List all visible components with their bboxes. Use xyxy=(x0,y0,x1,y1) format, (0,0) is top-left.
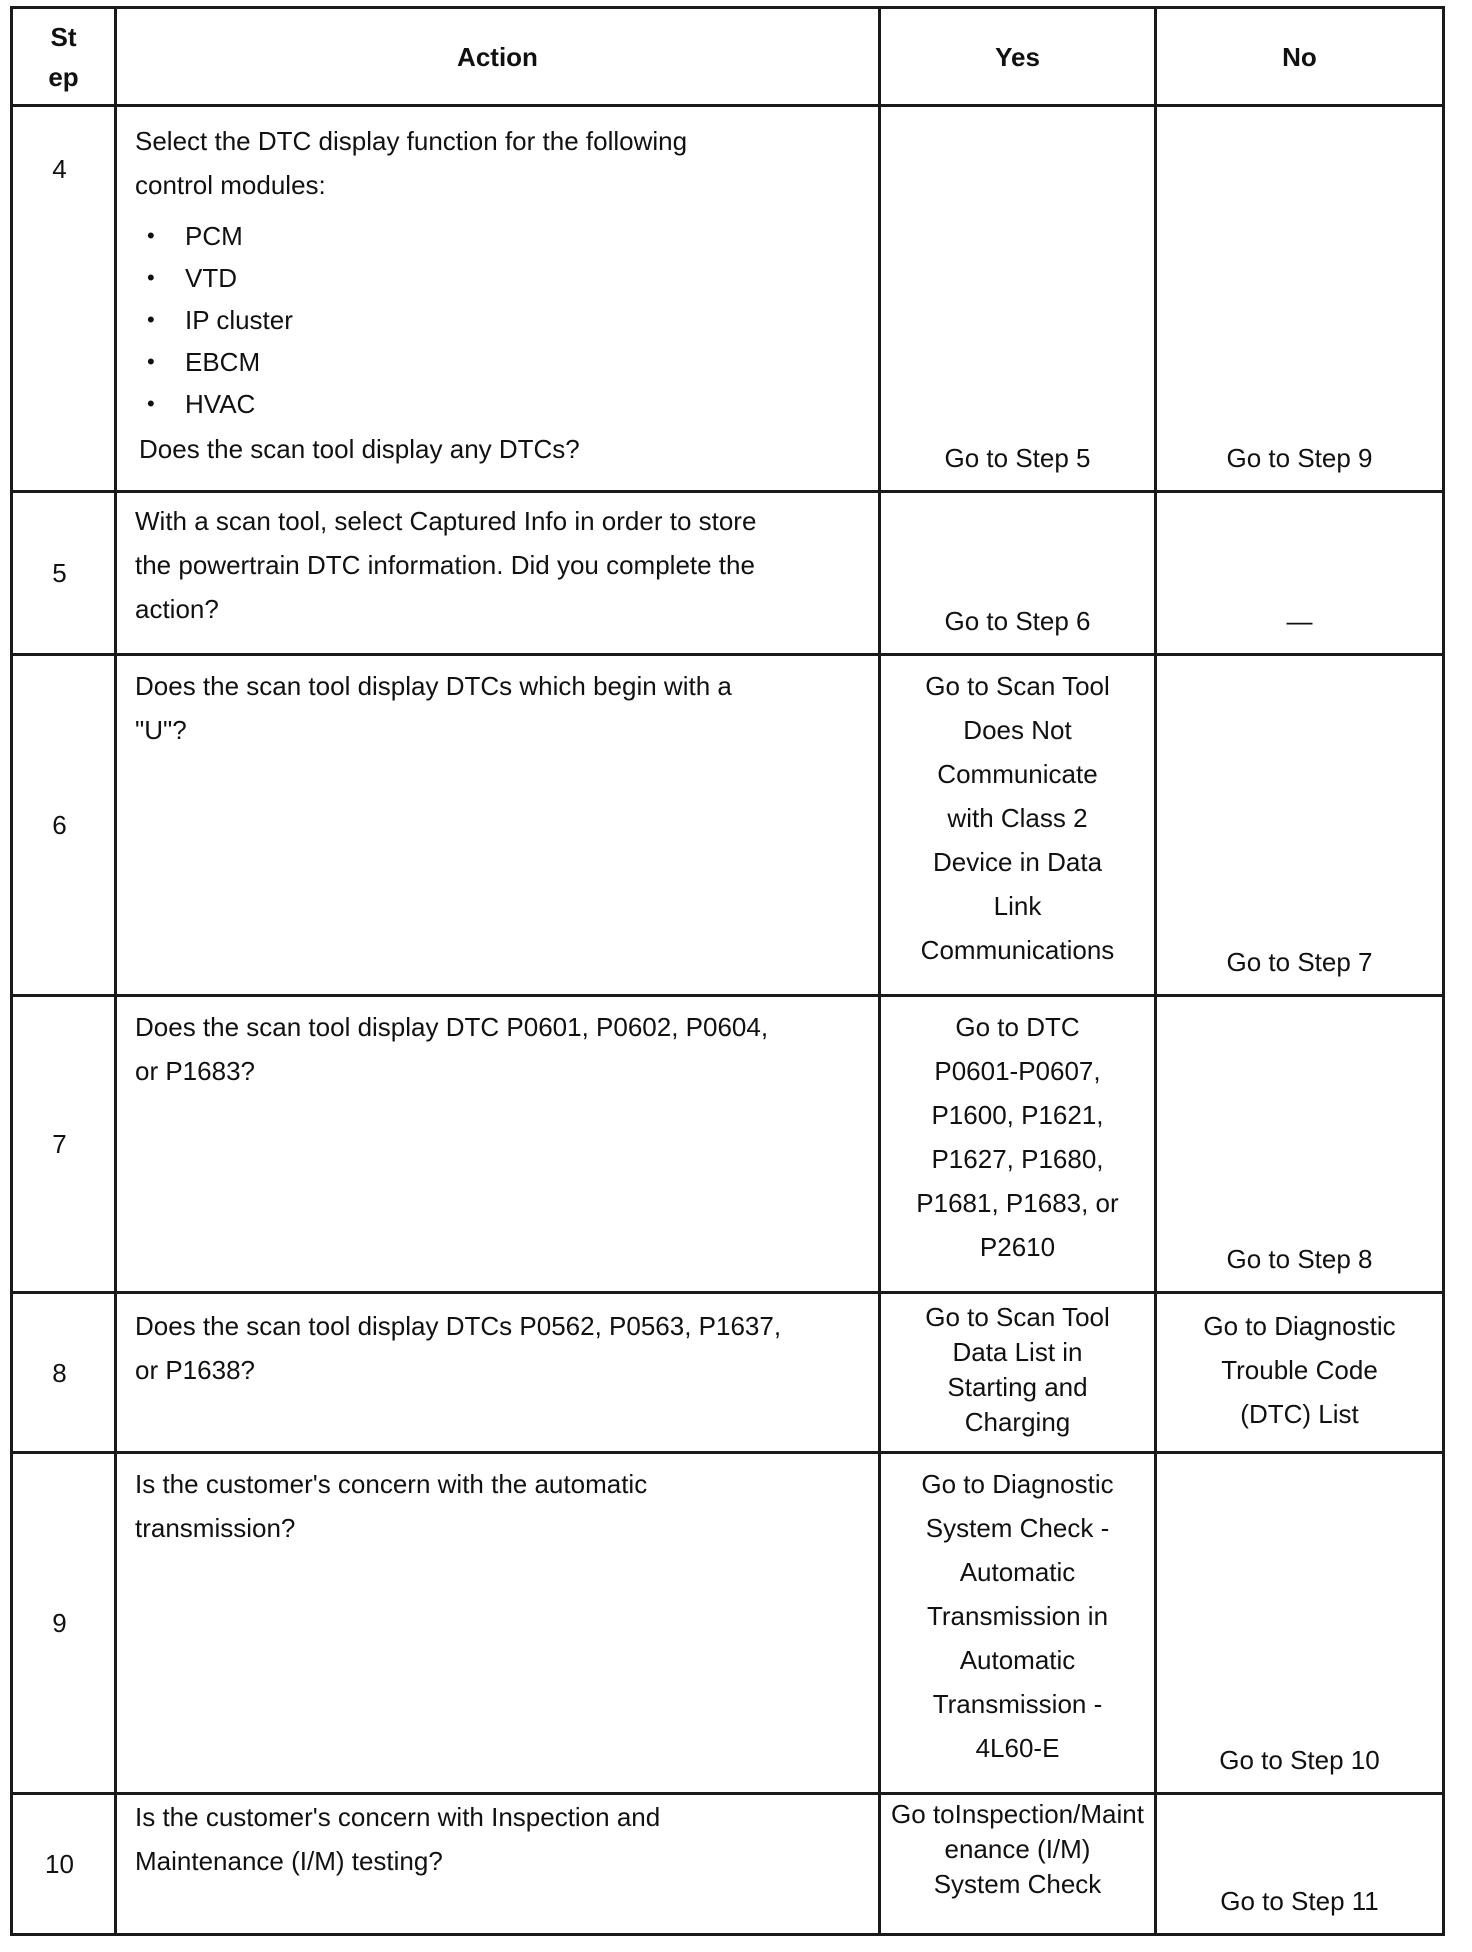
table-row-step-4 xyxy=(12,106,1444,492)
list-item: • HVAC xyxy=(135,383,866,425)
table-row-step-6 xyxy=(12,655,1444,996)
no-cell xyxy=(1156,996,1444,1293)
yes-line: P1681, P1683, or xyxy=(916,1188,1119,1218)
step-number: 6 xyxy=(12,655,116,996)
table-row-step-7 xyxy=(12,996,1444,1293)
yes-line: Link xyxy=(993,891,1042,921)
action-text: control modules: xyxy=(135,170,326,200)
action-text: With a scan tool, select Captured Info in order to store xyxy=(135,506,757,536)
yes-line: Transmission in xyxy=(926,1601,1109,1631)
action-cell xyxy=(116,655,880,996)
action-text: Does the scan tool display DTCs P0562, P0563, P1637, xyxy=(135,1311,782,1341)
action-text: action? xyxy=(135,594,219,624)
no-link[interactable]: Go to Step 8 xyxy=(1226,1244,1373,1274)
yes-line: Data List in xyxy=(952,1337,1083,1367)
step-number: 10 xyxy=(12,1794,116,1935)
no-dash: — xyxy=(1286,606,1313,636)
yes-line: System Check - xyxy=(925,1513,1110,1543)
action-text: Is the customer's concern with Inspection and xyxy=(135,1802,661,1832)
yes-line: Communications xyxy=(920,935,1115,965)
no-cell xyxy=(1156,492,1444,655)
no-cell xyxy=(1156,1794,1444,1935)
list-item: • VTD xyxy=(135,257,866,299)
action-cell xyxy=(116,492,880,655)
action-text: Is the customer's concern with the automatic xyxy=(135,1469,648,1499)
step-header-line-2: ep xyxy=(48,61,79,92)
action-question: Does the scan tool display any DTCs? xyxy=(139,434,580,464)
no-column-header: No xyxy=(1156,8,1444,106)
table-header-row xyxy=(12,8,1444,106)
yes-link[interactable] xyxy=(881,664,1154,972)
yes-line: 4L60-E xyxy=(975,1733,1060,1763)
no-line: (DTC) List xyxy=(1240,1399,1359,1429)
step-number: 5 xyxy=(12,492,116,655)
yes-column-header: Yes xyxy=(880,8,1156,106)
action-text: the powertrain DTC information. Did you complete the xyxy=(135,550,755,580)
yes-cell xyxy=(880,996,1156,1293)
table-row-step-10 xyxy=(12,1794,1444,1935)
yes-line: System Check xyxy=(933,1869,1102,1899)
yes-cell xyxy=(880,1453,1156,1794)
list-item: • IP cluster xyxy=(135,299,866,341)
table-row-step-9 xyxy=(12,1453,1444,1794)
no-line: Trouble Code xyxy=(1221,1355,1378,1385)
action-text: Maintenance (I/M) testing? xyxy=(135,1846,443,1876)
yes-cell xyxy=(880,655,1156,996)
yes-line: Transmission - xyxy=(932,1689,1103,1719)
no-cell xyxy=(1156,106,1444,492)
step-number: 8 xyxy=(12,1293,116,1453)
yes-link[interactable]: Go to Step 5 xyxy=(944,443,1091,473)
yes-line: enance (I/M) xyxy=(944,1834,1091,1864)
yes-link[interactable] xyxy=(881,1462,1154,1770)
no-line: Go to Diagnostic xyxy=(1203,1311,1396,1341)
yes-link[interactable] xyxy=(881,1005,1154,1269)
no-link[interactable] xyxy=(1157,1304,1442,1436)
yes-line: Device in Data xyxy=(932,847,1103,877)
yes-line: Go to Diagnostic xyxy=(921,1469,1114,1499)
yes-line: P1600, P1621, xyxy=(931,1100,1104,1130)
action-text: Does the scan tool display DTCs which begin with a xyxy=(135,671,732,701)
no-link[interactable]: Go to Step 11 xyxy=(1220,1886,1379,1916)
yes-line: Charging xyxy=(964,1407,1071,1437)
yes-line: P2610 xyxy=(979,1232,1056,1262)
action-column-header: Action xyxy=(116,8,880,106)
list-item: • EBCM xyxy=(135,341,866,383)
yes-link[interactable]: Go to Step 6 xyxy=(944,606,1091,636)
action-cell xyxy=(116,1293,880,1453)
diagnostic-steps-table xyxy=(10,6,1445,1936)
yes-link[interactable] xyxy=(881,1300,1154,1440)
no-cell xyxy=(1156,655,1444,996)
action-cell xyxy=(116,1794,880,1935)
yes-line: with Class 2 xyxy=(947,803,1088,833)
no-link[interactable]: Go to Step 10 xyxy=(1219,1745,1380,1775)
action-cell xyxy=(116,1453,880,1794)
no-link[interactable]: Go to Step 7 xyxy=(1226,947,1373,977)
yes-cell xyxy=(880,106,1156,492)
step-number: 4 xyxy=(12,106,116,492)
action-text: Select the DTC display function for the following xyxy=(135,126,688,156)
yes-line: Automatic xyxy=(959,1557,1076,1587)
yes-line: P0601-P0607, xyxy=(934,1056,1101,1086)
yes-cell xyxy=(880,1293,1156,1453)
module-list xyxy=(135,215,866,425)
diagnostic-table-sheet xyxy=(10,6,1442,1936)
action-text: "U"? xyxy=(135,715,187,745)
table-row-step-5 xyxy=(12,492,1444,655)
step-header-line-1: St xyxy=(50,21,77,52)
yes-cell xyxy=(880,492,1156,655)
action-text: transmission? xyxy=(135,1513,296,1543)
action-cell xyxy=(116,996,880,1293)
step-number: 7 xyxy=(12,996,116,1293)
action-text: or P1683? xyxy=(135,1056,255,1086)
yes-line: Go to Scan Tool xyxy=(925,1302,1110,1332)
step-column-header xyxy=(12,8,116,106)
no-link[interactable]: Go to Step 9 xyxy=(1226,443,1373,473)
list-item: • PCM xyxy=(135,215,866,257)
yes-line: Go toInspection/Maint xyxy=(891,1799,1144,1829)
step-number: 9 xyxy=(12,1453,116,1794)
yes-line: P1627, P1680, xyxy=(931,1144,1104,1174)
no-cell xyxy=(1156,1293,1444,1453)
yes-line: Does Not xyxy=(963,715,1072,745)
table-row-step-8 xyxy=(12,1293,1444,1453)
action-text: or P1638? xyxy=(135,1355,255,1385)
yes-line: Go to Scan Tool xyxy=(925,671,1110,701)
yes-line: Starting and xyxy=(947,1372,1088,1402)
yes-link[interactable] xyxy=(881,1797,1154,1902)
yes-line: Automatic xyxy=(959,1645,1076,1675)
yes-cell xyxy=(880,1794,1156,1935)
action-text: Does the scan tool display DTC P0601, P0602, P0604, xyxy=(135,1012,769,1042)
yes-line: Communicate xyxy=(937,759,1098,789)
action-cell xyxy=(116,106,880,492)
no-cell xyxy=(1156,1453,1444,1794)
yes-line: Go to DTC xyxy=(955,1012,1080,1042)
